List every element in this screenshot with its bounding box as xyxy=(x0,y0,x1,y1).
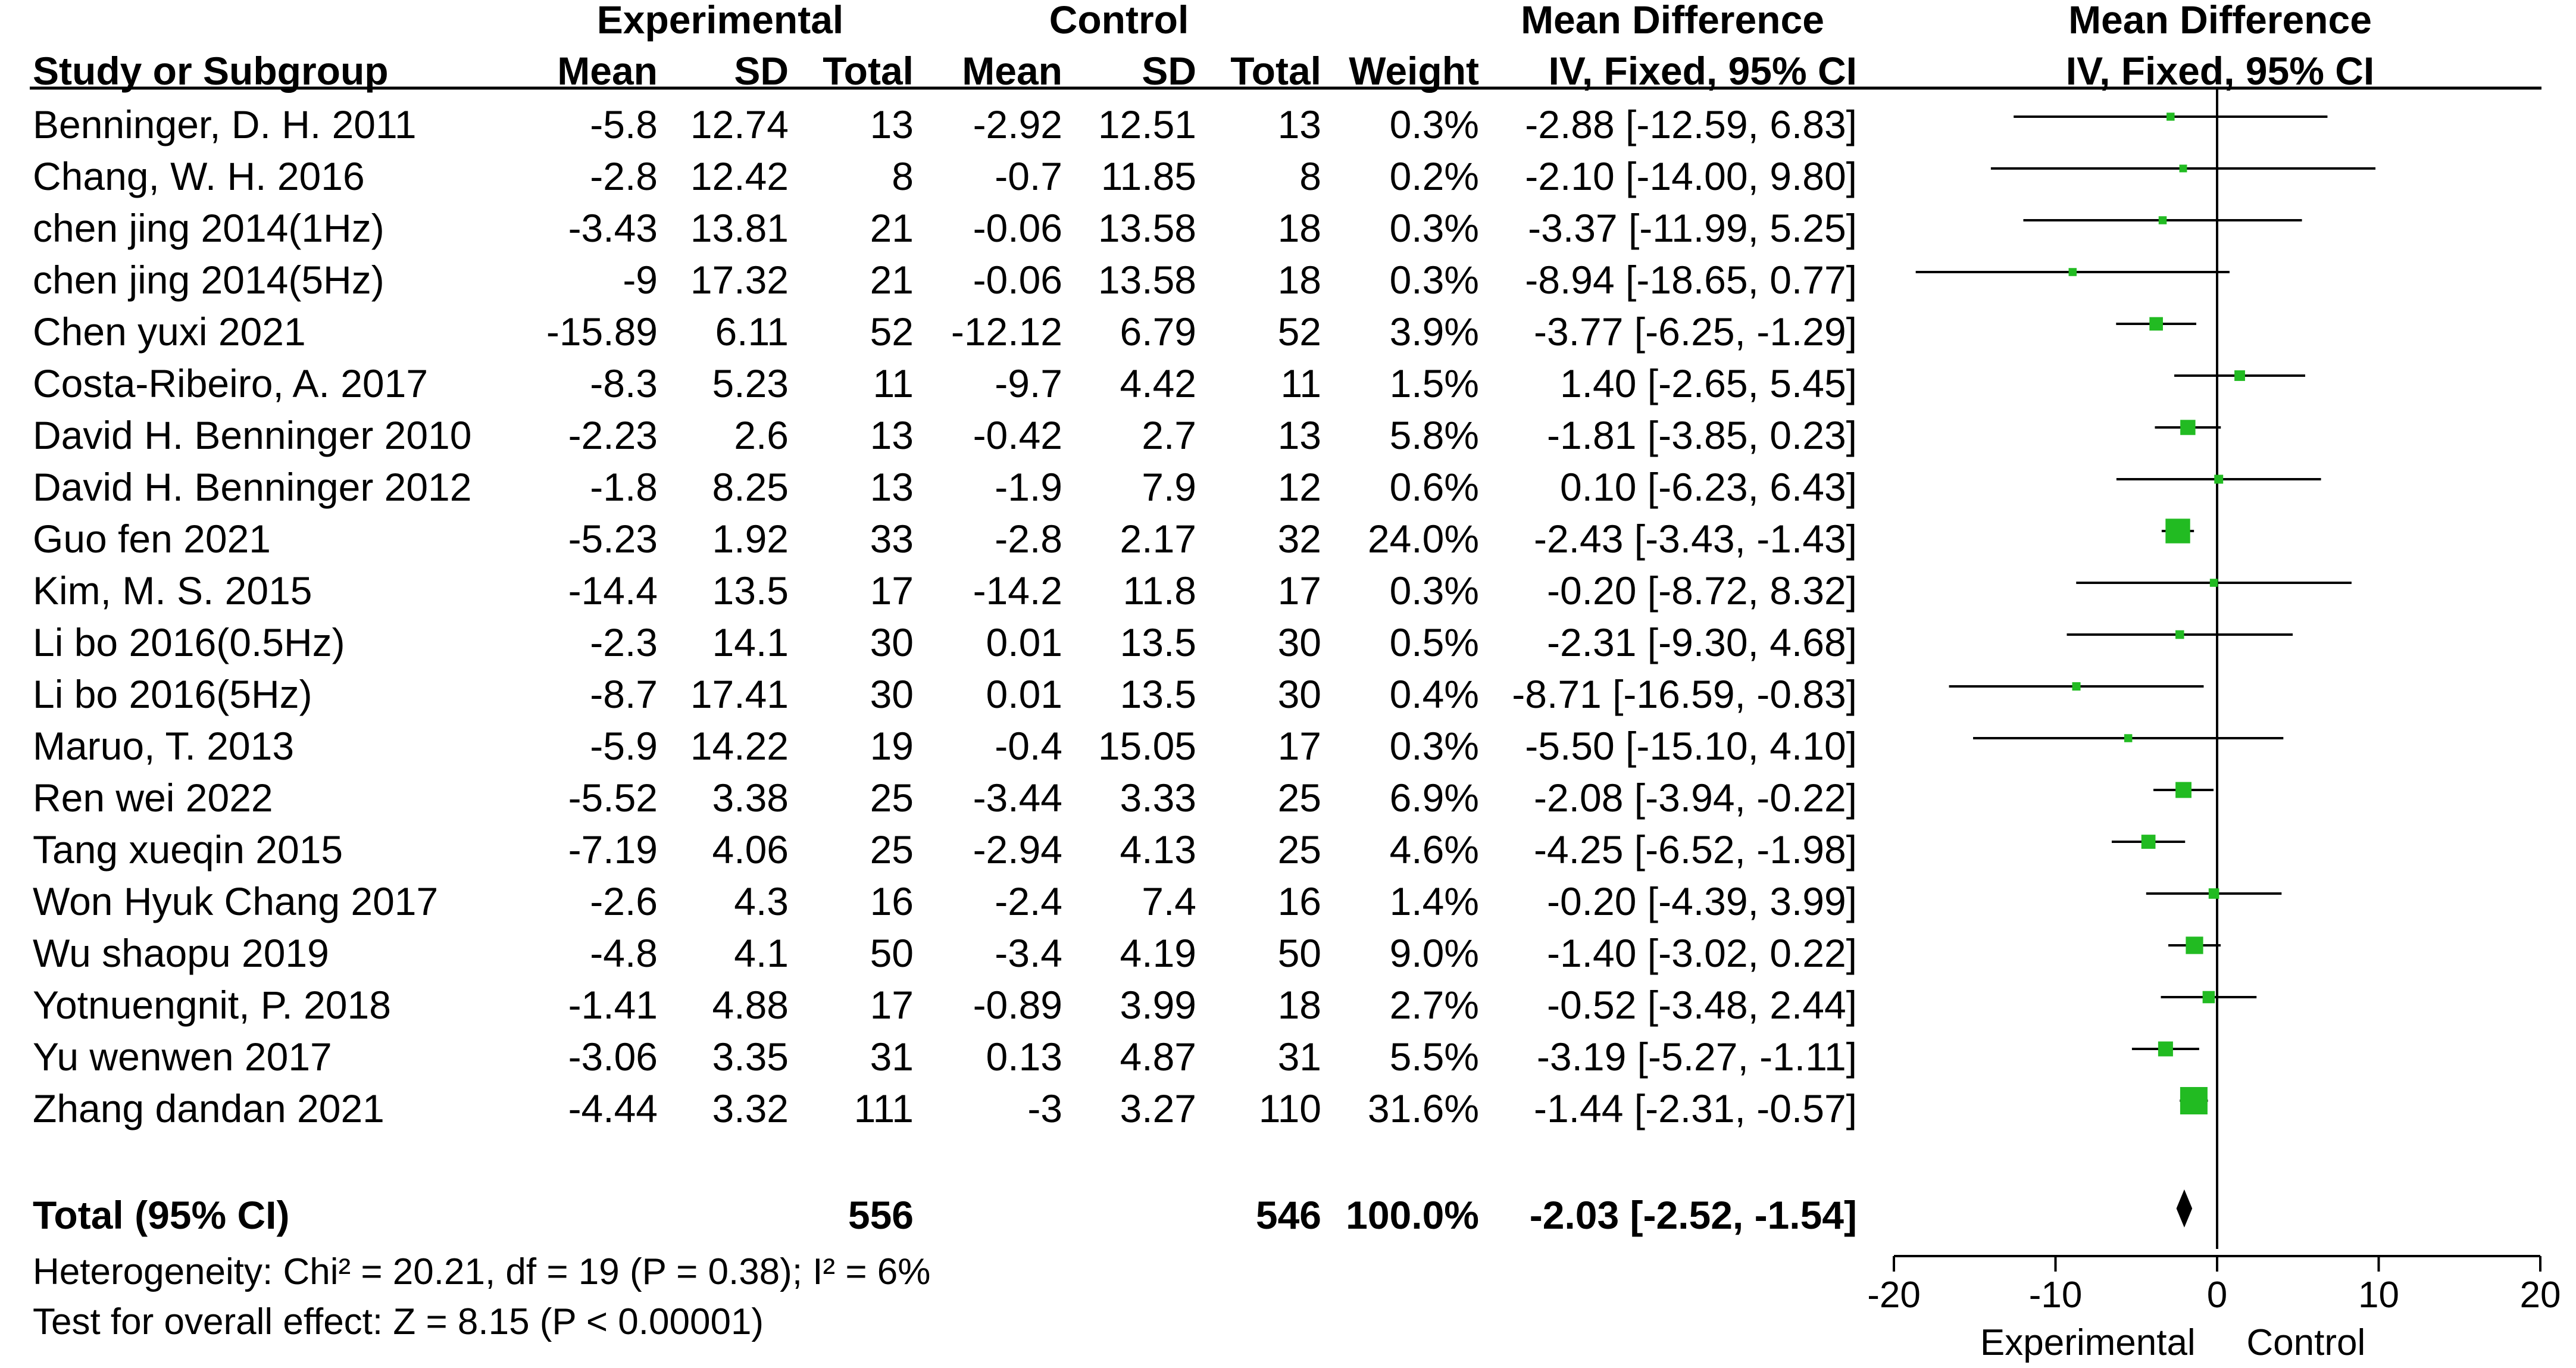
point-estimate xyxy=(2186,936,2203,954)
cell-weight: 0.6% xyxy=(1389,465,1479,509)
cell-sd-e: 4.06 xyxy=(712,827,789,872)
cell-mean-c: -0.4 xyxy=(995,724,1062,768)
cell-sd-c: 4.13 xyxy=(1120,827,1196,872)
cell-ci: -2.31 [-9.30, 4.68] xyxy=(1546,620,1857,664)
cell-weight: 0.3% xyxy=(1389,569,1479,613)
cell-study: Kim, M. S. 2015 xyxy=(33,569,312,613)
cell-weight: 24.0% xyxy=(1367,517,1479,561)
cell-sd-c: 4.87 xyxy=(1120,1035,1196,1079)
cell-n-e: 13 xyxy=(870,465,914,509)
cell-study: David H. Benninger 2010 xyxy=(33,413,472,457)
cell-sd-c: 11.8 xyxy=(1123,569,1196,613)
cell-n-c: 18 xyxy=(1277,258,1321,302)
point-estimate xyxy=(2203,991,2215,1004)
cell-mean-e: -2.8 xyxy=(590,154,658,198)
cell-n-e: 25 xyxy=(870,827,914,872)
total-n-control: 546 xyxy=(1255,1193,1321,1237)
cell-mean-c: -0.06 xyxy=(973,206,1062,250)
cell-n-e: 17 xyxy=(870,569,914,613)
cell-study: chen jing 2014(5Hz) xyxy=(33,258,384,302)
point-estimate xyxy=(2234,370,2245,381)
cell-mean-c: -2.94 xyxy=(973,827,1062,872)
cell-n-c: 110 xyxy=(1258,1086,1321,1130)
x-tick-label: -10 xyxy=(2028,1275,2083,1316)
cell-n-e: 19 xyxy=(870,724,914,768)
experimental-group-header: Experimental xyxy=(596,0,844,42)
cell-mean-c: -0.89 xyxy=(973,983,1062,1027)
cell-study: Ren wei 2022 xyxy=(33,776,273,820)
cell-n-c: 17 xyxy=(1277,569,1321,613)
cell-mean-c: -14.2 xyxy=(973,569,1062,613)
cell-mean-e: -5.9 xyxy=(590,724,658,768)
cell-n-e: 31 xyxy=(870,1035,914,1079)
point-estimate xyxy=(2159,216,2167,224)
cell-sd-c: 13.5 xyxy=(1120,672,1196,716)
cell-study: Zhang dandan 2021 xyxy=(33,1086,384,1130)
cell-ci: -1.40 [-3.02, 0.22] xyxy=(1546,931,1857,975)
overall-effect-text: Test for overall effect: Z = 8.15 (P < 0.00001) xyxy=(33,1301,764,1342)
cell-sd-c: 13.58 xyxy=(1098,206,1196,250)
cell-sd-c: 6.79 xyxy=(1120,310,1196,354)
col-header-ci: IV, Fixed, 95% CI xyxy=(1548,49,1857,93)
cell-sd-e: 12.42 xyxy=(690,154,789,198)
cell-mean-c: 0.01 xyxy=(986,672,1062,716)
plot-subtitle: IV, Fixed, 95% CI xyxy=(2065,49,2375,93)
cell-n-c: 18 xyxy=(1277,206,1321,250)
cell-ci: 0.10 [-6.23, 6.43] xyxy=(1559,465,1857,509)
cell-sd-c: 13.5 xyxy=(1120,620,1196,664)
cell-weight: 6.9% xyxy=(1389,776,1479,820)
cell-ci: -5.50 [-15.10, 4.10] xyxy=(1525,724,1857,768)
cell-n-e: 25 xyxy=(870,776,914,820)
cell-sd-c: 4.19 xyxy=(1120,931,1196,975)
cell-weight: 5.5% xyxy=(1389,1035,1479,1079)
cell-sd-e: 14.1 xyxy=(712,620,789,664)
cell-sd-c: 3.99 xyxy=(1120,983,1196,1027)
cell-mean-e: -5.8 xyxy=(590,102,658,146)
cell-n-e: 33 xyxy=(870,517,914,561)
cell-weight: 0.3% xyxy=(1389,102,1479,146)
point-estimate xyxy=(2175,782,2192,798)
cell-mean-c: 0.01 xyxy=(986,620,1062,664)
cell-sd-c: 2.7 xyxy=(1142,413,1196,457)
cell-n-c: 32 xyxy=(1277,517,1321,561)
point-estimate xyxy=(2142,835,2156,849)
cell-ci: -2.10 [-14.00, 9.80] xyxy=(1525,154,1857,198)
plot-title: Mean Difference xyxy=(2068,0,2372,42)
cell-sd-e: 3.32 xyxy=(712,1086,789,1130)
cell-study: Li bo 2016(0.5Hz) xyxy=(33,620,345,664)
cell-sd-e: 17.32 xyxy=(690,258,789,302)
heterogeneity-text: Heterogeneity: Chi² = 20.21, df = 19 (P = 0.38); I² = 6% xyxy=(33,1251,931,1292)
cell-mean-c: -3.4 xyxy=(995,931,1062,975)
cell-weight: 3.9% xyxy=(1389,310,1479,354)
cell-mean-e: -5.23 xyxy=(568,517,658,561)
cell-sd-e: 3.35 xyxy=(712,1035,789,1079)
cell-ci: -8.94 [-18.65, 0.77] xyxy=(1525,258,1857,302)
cell-weight: 9.0% xyxy=(1389,931,1479,975)
cell-ci: -8.71 [-16.59, -0.83] xyxy=(1512,672,1857,716)
cell-n-c: 17 xyxy=(1277,724,1321,768)
cell-mean-e: -8.3 xyxy=(590,361,658,405)
cell-n-c: 11 xyxy=(1280,361,1321,405)
cell-weight: 1.4% xyxy=(1389,879,1479,923)
cell-mean-e: -2.23 xyxy=(568,413,658,457)
md-group-header: Mean Difference xyxy=(1521,0,1824,42)
total-label: Total (95% CI) xyxy=(33,1193,290,1237)
cell-weight: 0.3% xyxy=(1389,258,1479,302)
point-estimate xyxy=(2167,113,2175,121)
cell-n-e: 17 xyxy=(870,983,914,1027)
cell-weight: 2.7% xyxy=(1389,983,1479,1027)
cell-weight: 0.3% xyxy=(1389,724,1479,768)
cell-sd-c: 2.17 xyxy=(1120,517,1196,561)
cell-weight: 5.8% xyxy=(1389,413,1479,457)
point-estimate xyxy=(2214,475,2223,484)
x-tick-label: -20 xyxy=(1867,1275,1921,1316)
cell-weight: 0.5% xyxy=(1389,620,1479,664)
cell-ci: -2.43 [-3.43, -1.43] xyxy=(1534,517,1857,561)
point-estimate xyxy=(2165,519,2190,543)
cell-study: Chen yuxi 2021 xyxy=(33,310,306,354)
cell-n-c: 30 xyxy=(1277,620,1321,664)
cell-ci: -3.77 [-6.25, -1.29] xyxy=(1534,310,1857,354)
cell-ci: -3.19 [-5.27, -1.11] xyxy=(1536,1035,1857,1079)
cell-ci: -0.20 [-4.39, 3.99] xyxy=(1546,879,1857,923)
cell-weight: 1.5% xyxy=(1389,361,1479,405)
cell-n-c: 50 xyxy=(1277,931,1321,975)
cell-n-e: 30 xyxy=(870,672,914,716)
pooled-diamond xyxy=(2177,1189,2193,1228)
cell-ci: -0.20 [-8.72, 8.32] xyxy=(1546,569,1857,613)
cell-sd-e: 6.11 xyxy=(715,310,789,354)
col-header-sd-c: SD xyxy=(1142,49,1196,93)
cell-mean-e: -14.4 xyxy=(568,569,658,613)
cell-sd-e: 17.41 xyxy=(690,672,789,716)
cell-sd-e: 5.23 xyxy=(712,361,789,405)
cell-sd-c: 3.33 xyxy=(1120,776,1196,820)
cell-sd-e: 13.81 xyxy=(690,206,789,250)
control-group-header: Control xyxy=(1049,0,1189,42)
cell-n-e: 21 xyxy=(870,206,914,250)
cell-sd-c: 15.05 xyxy=(1098,724,1196,768)
x-tick-label: 20 xyxy=(2519,1275,2561,1316)
cell-n-e: 11 xyxy=(873,361,914,405)
cell-mean-c: -12.12 xyxy=(951,310,1062,354)
cell-study: Costa-Ribeiro, A. 2017 xyxy=(33,361,429,405)
cell-mean-e: -7.19 xyxy=(568,827,658,872)
cell-weight: 4.6% xyxy=(1389,827,1479,872)
cell-sd-e: 4.1 xyxy=(734,931,789,975)
cell-study: Wu shaopu 2019 xyxy=(33,931,329,975)
cell-ci: -1.81 [-3.85, 0.23] xyxy=(1546,413,1857,457)
cell-ci: -3.37 [-11.99, 5.25] xyxy=(1528,206,1857,250)
cell-n-c: 30 xyxy=(1277,672,1321,716)
cell-mean-c: -0.7 xyxy=(995,154,1062,198)
cell-n-c: 8 xyxy=(1299,154,1321,198)
cell-sd-e: 3.38 xyxy=(712,776,789,820)
cell-mean-c: -2.92 xyxy=(973,102,1062,146)
cell-n-e: 13 xyxy=(870,102,914,146)
point-estimate xyxy=(2175,630,2184,639)
cell-n-e: 50 xyxy=(870,931,914,975)
cell-sd-c: 11.85 xyxy=(1101,154,1196,198)
point-estimate xyxy=(2149,317,2163,331)
cell-n-e: 16 xyxy=(870,879,914,923)
cell-n-c: 52 xyxy=(1277,310,1321,354)
cell-n-c: 13 xyxy=(1277,413,1321,457)
cell-mean-c: -9.7 xyxy=(995,361,1062,405)
cell-sd-c: 3.27 xyxy=(1120,1086,1196,1130)
cell-sd-e: 13.5 xyxy=(712,569,789,613)
cell-study: Li bo 2016(5Hz) xyxy=(33,672,312,716)
cell-ci: -1.44 [-2.31, -0.57] xyxy=(1534,1086,1857,1130)
cell-weight: 0.3% xyxy=(1389,206,1479,250)
point-estimate xyxy=(2209,888,2219,899)
cell-study: Tang xueqin 2015 xyxy=(33,827,343,872)
cell-mean-c: -3 xyxy=(1027,1086,1062,1130)
cell-n-e: 111 xyxy=(854,1086,914,1130)
cell-ci: -4.25 [-6.52, -1.98] xyxy=(1534,827,1857,872)
cell-study: Benninger, D. H. 2011 xyxy=(33,102,417,146)
col-header-study: Study or Subgroup xyxy=(33,49,389,93)
point-estimate xyxy=(2072,682,2080,691)
point-estimate xyxy=(2180,420,2195,435)
cell-study: Chang, W. H. 2016 xyxy=(33,154,365,198)
cell-study: Guo fen 2021 xyxy=(33,517,271,561)
cell-ci: 1.40 [-2.65, 5.45] xyxy=(1559,361,1857,405)
cell-mean-c: -2.4 xyxy=(995,879,1062,923)
cell-n-c: 18 xyxy=(1277,983,1321,1027)
cell-n-c: 13 xyxy=(1277,102,1321,146)
cell-mean-e: -2.6 xyxy=(590,879,658,923)
favours-control-label: Control xyxy=(2246,1322,2366,1363)
cell-mean-c: -0.06 xyxy=(973,258,1062,302)
cell-n-e: 52 xyxy=(870,310,914,354)
cell-n-e: 8 xyxy=(892,154,914,198)
cell-sd-e: 4.3 xyxy=(734,879,789,923)
favours-experimental-label: Experimental xyxy=(1980,1322,2196,1363)
cell-ci: -2.08 [-3.94, -0.22] xyxy=(1534,776,1857,820)
cell-sd-e: 4.88 xyxy=(712,983,789,1027)
col-header-total-e: Total xyxy=(823,49,914,93)
total-n-experimental: 556 xyxy=(848,1193,914,1237)
cell-sd-e: 14.22 xyxy=(690,724,789,768)
cell-sd-c: 4.42 xyxy=(1120,361,1196,405)
cell-ci: -0.52 [-3.48, 2.44] xyxy=(1546,983,1857,1027)
cell-study: Maruo, T. 2013 xyxy=(33,724,295,768)
cell-n-c: 25 xyxy=(1277,776,1321,820)
col-header-mean-e: Mean xyxy=(557,49,658,93)
cell-sd-e: 12.74 xyxy=(690,102,789,146)
cell-mean-e: -1.41 xyxy=(568,983,658,1027)
col-header-sd-e: SD xyxy=(734,49,789,93)
cell-study: Won Hyuk Chang 2017 xyxy=(33,879,439,923)
cell-sd-e: 2.6 xyxy=(734,413,789,457)
cell-weight: 31.6% xyxy=(1367,1086,1479,1130)
cell-mean-e: -2.3 xyxy=(590,620,658,664)
cell-n-c: 16 xyxy=(1277,879,1321,923)
point-estimate xyxy=(2180,165,2187,173)
cell-sd-e: 1.92 xyxy=(712,517,789,561)
x-tick-label: 0 xyxy=(2206,1275,2228,1316)
cell-mean-e: -5.52 xyxy=(568,776,658,820)
cell-weight: 0.2% xyxy=(1389,154,1479,198)
cell-study: Yotnuengnit, P. 2018 xyxy=(33,983,391,1027)
cell-mean-e: -8.7 xyxy=(590,672,658,716)
col-header-total-c: Total xyxy=(1230,49,1321,93)
point-estimate xyxy=(2210,579,2218,587)
total-ci: -2.03 [-2.52, -1.54] xyxy=(1529,1193,1857,1237)
cell-n-e: 30 xyxy=(870,620,914,664)
point-estimate xyxy=(2180,1087,2208,1114)
cell-n-e: 13 xyxy=(870,413,914,457)
cell-mean-e: -3.06 xyxy=(568,1035,658,1079)
col-header-weight: Weight xyxy=(1349,49,1479,93)
cell-n-c: 31 xyxy=(1277,1035,1321,1079)
total-weight: 100.0% xyxy=(1346,1193,1479,1237)
cell-sd-e: 8.25 xyxy=(712,465,789,509)
cell-sd-c: 7.4 xyxy=(1142,879,1196,923)
cell-mean-c: -3.44 xyxy=(973,776,1062,820)
point-estimate xyxy=(2069,268,2077,276)
cell-n-c: 25 xyxy=(1277,827,1321,872)
cell-mean-e: -15.89 xyxy=(546,310,658,354)
cell-weight: 0.4% xyxy=(1389,672,1479,716)
cell-mean-c: -2.8 xyxy=(995,517,1062,561)
cell-mean-e: -4.44 xyxy=(568,1086,658,1130)
cell-study: chen jing 2014(1Hz) xyxy=(33,206,384,250)
cell-sd-c: 12.51 xyxy=(1098,102,1196,146)
cell-mean-e: -3.43 xyxy=(568,206,658,250)
point-estimate xyxy=(2158,1041,2173,1056)
cell-study: Yu wenwen 2017 xyxy=(33,1035,332,1079)
cell-sd-c: 7.9 xyxy=(1142,465,1196,509)
cell-study: David H. Benninger 2012 xyxy=(33,465,472,509)
x-tick-label: 10 xyxy=(2358,1275,2399,1316)
cell-n-c: 12 xyxy=(1277,465,1321,509)
cell-mean-e: -9 xyxy=(623,258,658,302)
cell-mean-c: -0.42 xyxy=(973,413,1062,457)
cell-n-e: 21 xyxy=(870,258,914,302)
cell-ci: -2.88 [-12.59, 6.83] xyxy=(1525,102,1857,146)
cell-mean-c: -1.9 xyxy=(995,465,1062,509)
cell-mean-e: -1.8 xyxy=(590,465,658,509)
point-estimate xyxy=(2124,734,2133,742)
col-header-mean-c: Mean xyxy=(962,49,1062,93)
cell-mean-e: -4.8 xyxy=(590,931,658,975)
cell-sd-c: 13.58 xyxy=(1098,258,1196,302)
cell-mean-c: 0.13 xyxy=(986,1035,1062,1079)
